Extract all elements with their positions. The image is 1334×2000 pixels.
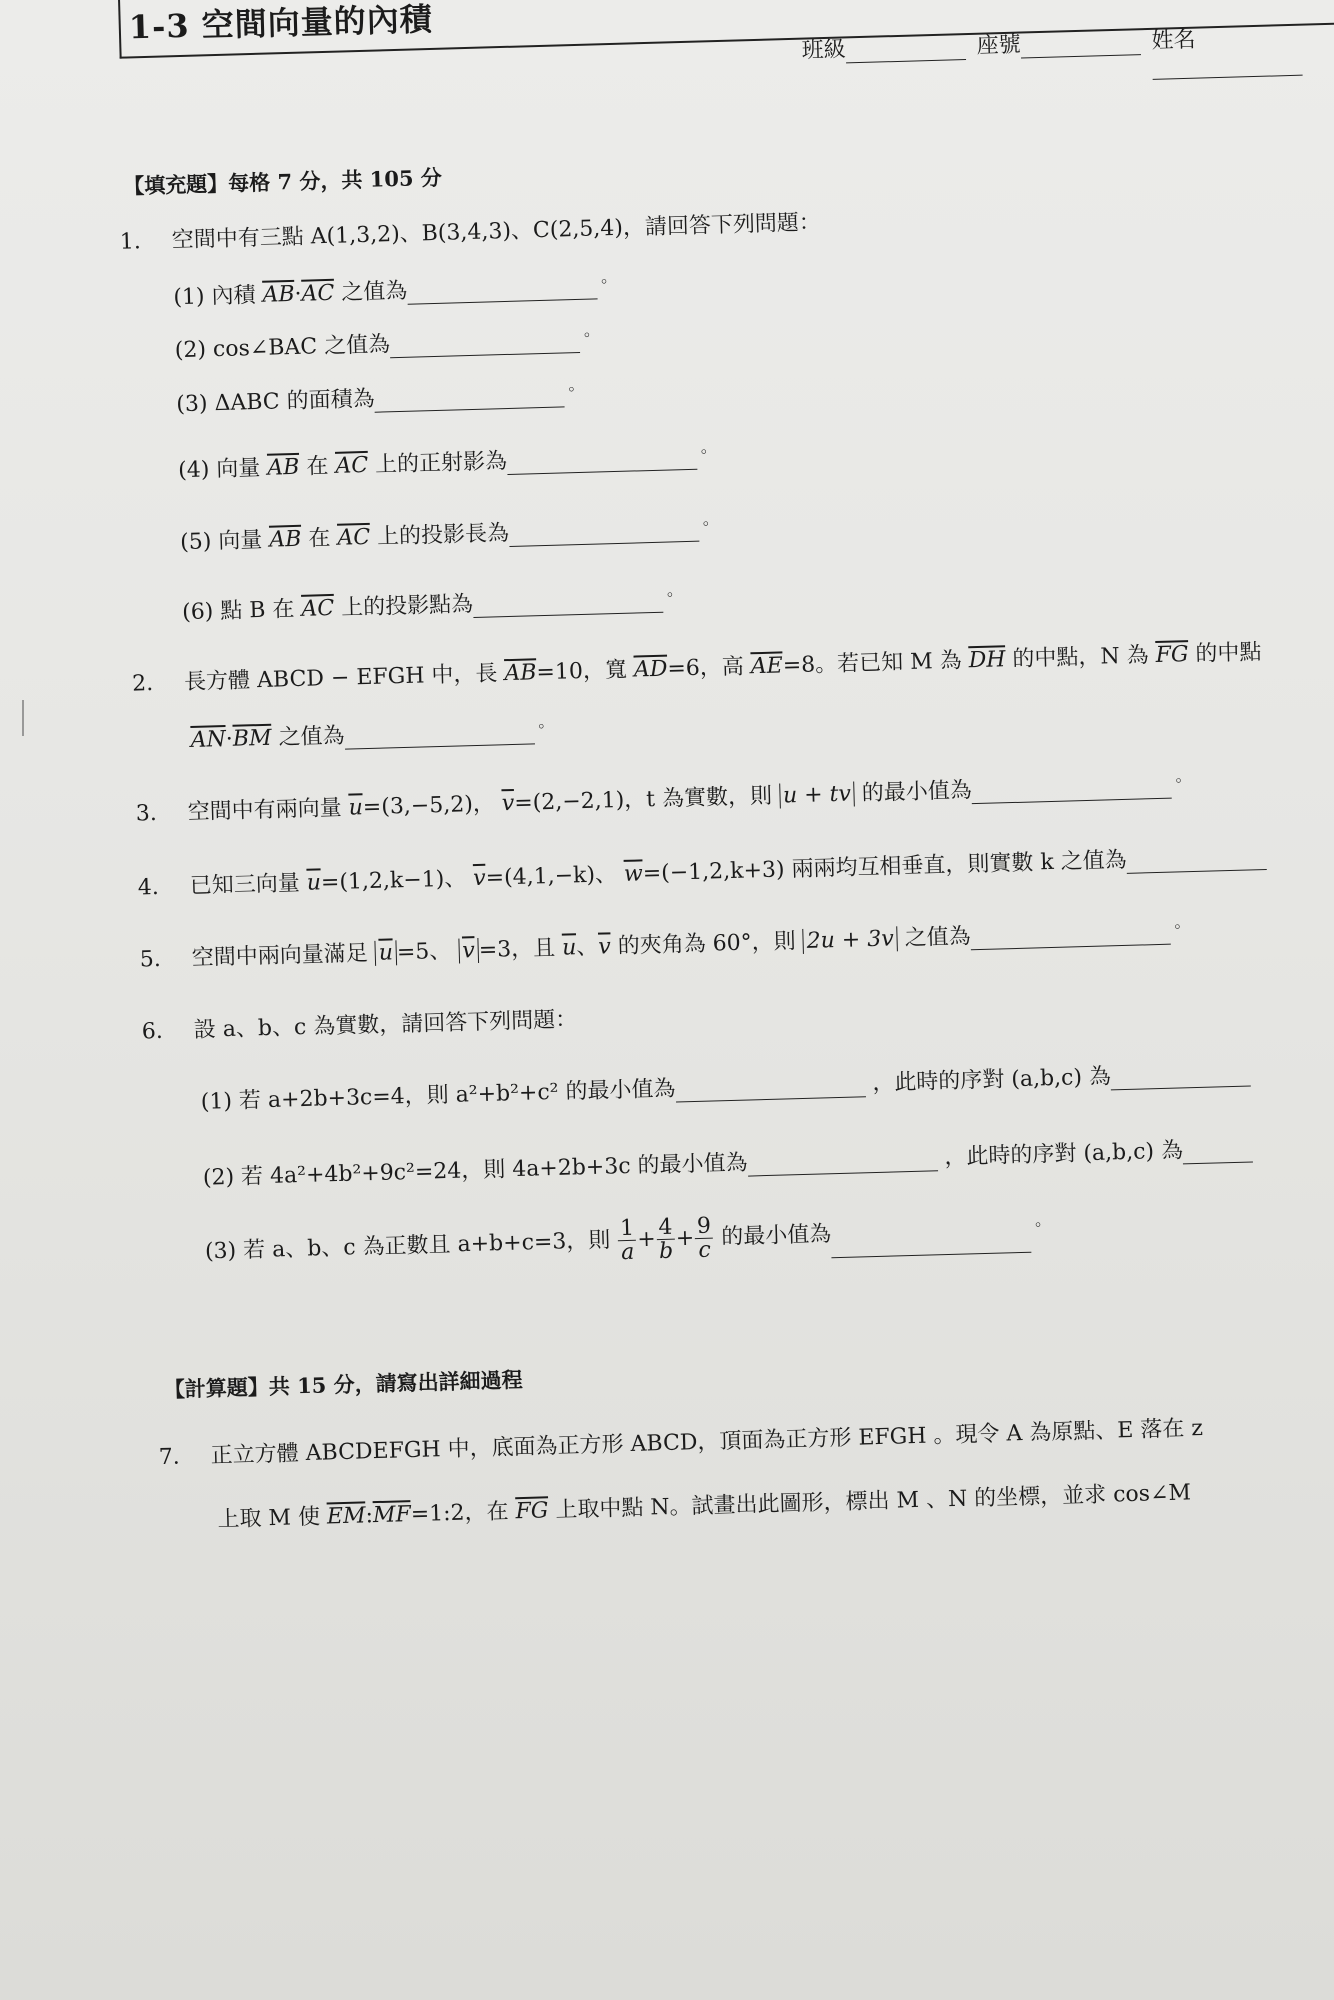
- q6-text: (3) 若 a、b、c 為正數且 a+b+c=3，則: [204, 1228, 611, 1265]
- vector-an: $\overline{AN}$: [190, 726, 227, 753]
- dot-operator: ·: [225, 726, 234, 752]
- vector-fg: $\overline{FG}$: [1155, 642, 1189, 668]
- fraction-denominator: a: [620, 1239, 635, 1266]
- answer-blank[interactable]: [1111, 1063, 1252, 1090]
- abs-u-plus-tv: u + tv: [779, 781, 856, 808]
- question-1-part-5: [180, 510, 720, 556]
- vector-ac: $\overline{AC}$: [337, 524, 371, 551]
- vector-em: $\overline{EM}$: [326, 1503, 366, 1530]
- answer-blank[interactable]: [473, 590, 664, 618]
- name-blank[interactable]: [1152, 53, 1303, 80]
- answer-blank[interactable]: [675, 1074, 866, 1102]
- fraction-denominator: b: [658, 1238, 674, 1265]
- question-1-part-3: [176, 376, 585, 418]
- part-label: (3) ΔABC: [176, 389, 281, 418]
- period: 。: [1174, 912, 1191, 932]
- question-1-part-6: [182, 581, 684, 626]
- part-mid: 在: [308, 525, 331, 552]
- name-field: [1151, 19, 1334, 80]
- question-6: [141, 1002, 577, 1045]
- fraction: [656, 1216, 675, 1264]
- vector-mf: $\overline{MF}$: [372, 1502, 412, 1529]
- answer-blank[interactable]: [507, 447, 698, 475]
- answer-blank[interactable]: [831, 1230, 1032, 1259]
- question-6-part-1: [200, 1055, 1251, 1115]
- part-label: (2) cos∠BAC: [174, 334, 318, 364]
- fraction: [695, 1215, 714, 1263]
- q4-text: =(−1,2,k+3) 兩兩均互相垂直，則實數 k 之值為: [642, 847, 1128, 887]
- part-text: 上的投影點為: [340, 592, 474, 621]
- vector-ab: $\overline{AB}$: [267, 454, 300, 481]
- part-label: (1) 內積: [173, 282, 256, 311]
- q6-stem: 設 a、b、c 為實數，請回答下列問題：: [193, 1007, 578, 1043]
- q2-text: =6，高: [667, 654, 745, 682]
- seat-field: [976, 24, 1141, 60]
- q4-text: =(4,1,−k)、: [485, 862, 618, 891]
- vector-u: $\overline{u}$: [306, 870, 322, 896]
- q7-text: 上取 M 使: [217, 1504, 321, 1533]
- part-label: (4) 向量: [177, 455, 261, 484]
- q7-text: 上取中點 N。試畫出此圖形，標出 M 、N 的坐標，並求 cos∠M: [555, 1480, 1192, 1524]
- question-number: 7.: [158, 1444, 181, 1471]
- vector-ac: $\overline{AC}$: [335, 452, 369, 479]
- question-1-part-1: [173, 268, 618, 311]
- question-6-part-3: [204, 1205, 1051, 1276]
- q5-text: =3，且: [478, 935, 556, 963]
- seat-blank[interactable]: [1020, 32, 1141, 58]
- period: 。: [1034, 1209, 1052, 1230]
- period: 。: [568, 374, 585, 395]
- vector-ab: $\overline{AB}$: [262, 281, 295, 308]
- q6-text: (1) 若 a+2b+3c=4，則 a²+b²+c² 的最小值為: [200, 1076, 676, 1115]
- period: 。: [600, 266, 618, 287]
- answer-blank[interactable]: [1126, 847, 1267, 874]
- q5-text: 空間中兩向量滿足: [191, 941, 369, 972]
- question-1-part-2: [174, 321, 600, 364]
- abs-2u-plus-3v: 2u + 3v: [802, 926, 898, 954]
- vector-u: $\overline{u}$: [561, 935, 577, 961]
- q3-text: 空間中有兩向量: [187, 795, 343, 826]
- answer-blank[interactable]: [970, 922, 1171, 951]
- question-number: 3.: [135, 800, 158, 827]
- part-text: 之值為: [323, 332, 391, 360]
- vector-w: $\overline{w}$: [623, 861, 644, 887]
- answer-blank[interactable]: [407, 276, 598, 304]
- vector-dh: $\overline{DH}$: [968, 647, 1006, 674]
- seat-label: 座號: [976, 32, 1022, 59]
- answer-blank[interactable]: [747, 1148, 938, 1176]
- question-number: 4.: [137, 874, 160, 901]
- answer-blank[interactable]: [1183, 1139, 1254, 1164]
- vector-v: $\overline{v}$: [501, 790, 515, 817]
- question-3: [135, 767, 1192, 827]
- question-4: [137, 839, 1267, 902]
- fraction-numerator: 1: [618, 1217, 637, 1242]
- question-5: 5. 空間中兩向量滿足 $\overline{u} =5$、 $\overline{v} =3$，且 $\overline{u}$、$\overline{v}$ 的夾角為 60°，則 2u + 3v 之值為。: [139, 912, 1191, 973]
- period: 。: [666, 580, 684, 600]
- q2-text: 的中點: [1195, 640, 1262, 667]
- question-number: 2.: [131, 670, 154, 697]
- vector-ab: $\overline{AB}$: [269, 526, 302, 553]
- class-label: 班級: [801, 37, 847, 64]
- question-number: 6.: [141, 1018, 164, 1045]
- dot-operator: ·: [294, 281, 302, 307]
- vector-ab: $\overline{AB}$: [504, 660, 537, 687]
- part-label: (5) 向量: [179, 527, 263, 556]
- answer-blank[interactable]: [390, 330, 581, 358]
- period: 。: [702, 509, 720, 529]
- vector-v: $\overline{v}$: [462, 938, 476, 964]
- vector-fg: $\overline{FG}$: [515, 1498, 549, 1525]
- fraction-numerator: 9: [695, 1215, 714, 1240]
- vector-bm: $\overline{BM}$: [232, 725, 272, 752]
- question-1-stem: 空間中有三點 A(1,3,2)、B(3,4,3)、C(2,5,4)，請回答下列問題：: [171, 210, 822, 254]
- question-1: [119, 205, 821, 256]
- class-field: [801, 29, 966, 65]
- answer-blank[interactable]: [972, 776, 1173, 805]
- plus-sign: +: [637, 1226, 657, 1253]
- question-6-part-2: [202, 1131, 1253, 1191]
- question-2: [132, 635, 1262, 698]
- q6-text: (2) 若 4a²+4b²+9c²=24，則 4a+2b+3c 的最小值為: [202, 1150, 748, 1191]
- class-blank[interactable]: [845, 37, 966, 63]
- vector-ac: $\overline{AC}$: [301, 595, 335, 622]
- q6-text: ，此時的序對 (a,b,c) 為: [872, 1064, 1112, 1097]
- vector-ae: $\overline{AE}$: [750, 653, 784, 680]
- q7-text: =1:2，在: [410, 1499, 509, 1528]
- q5-text: 的夾角為 60°，則: [617, 929, 797, 960]
- part-mid: 在: [306, 454, 329, 480]
- question-7-line-2: [217, 1475, 1191, 1533]
- q3-text: =(3,−5,2)，: [362, 791, 496, 821]
- period: 。: [537, 711, 555, 732]
- q6-text: 的最小值為: [720, 1221, 832, 1250]
- section-fill-in-heading: 【填充題】每格 7 分，共 105 分: [122, 164, 443, 199]
- fraction-numerator: 4: [656, 1216, 675, 1241]
- q4-text: =(1,2,k−1)、: [320, 866, 467, 896]
- plus-sign: +: [675, 1225, 695, 1252]
- q4-text: 已知三向量: [189, 870, 301, 900]
- answer-blank[interactable]: [374, 384, 565, 412]
- fraction-denominator: c: [698, 1237, 712, 1264]
- q5-text: =5、: [396, 938, 452, 966]
- q2-text: 之值為: [278, 723, 345, 751]
- question-number: 1.: [119, 229, 142, 255]
- question-7: [158, 1411, 1203, 1471]
- answer-blank[interactable]: [344, 721, 535, 749]
- vector-ac: $\overline{AC}$: [301, 280, 335, 307]
- vector-u: $\overline{u}$: [348, 795, 364, 821]
- name-label: 姓名: [1151, 27, 1196, 54]
- part-text: 的面積為: [286, 386, 376, 415]
- part-text: 上的投影長為: [376, 520, 510, 550]
- question-1-part-4: [178, 438, 718, 484]
- period: 。: [1175, 766, 1192, 786]
- page-title: 1-3 空間向量的內積: [128, 0, 434, 47]
- section-calculation-heading: 【計算題】共 15 分，請寫出詳細過程: [163, 1366, 523, 1402]
- answer-blank[interactable]: [509, 519, 700, 547]
- q6-text: ，此時的序對 (a,b,c) 為: [944, 1138, 1184, 1171]
- colon: :: [365, 1503, 374, 1529]
- q7-text: 正立方體 ABCDEFGH 中，底面為正方形 ABCD，頂面為正方形 EFGH 。現令 A 為原點、E 落在 z: [210, 1415, 1204, 1469]
- part-label: (6) 點 B 在: [181, 597, 295, 626]
- vector-v: $\overline{v}$: [598, 934, 612, 960]
- q2-text: 的中點，N 為: [1012, 643, 1149, 672]
- q3-text: 的最小值為: [861, 778, 973, 807]
- q2-text: =10，寬: [536, 657, 628, 686]
- fraction: [618, 1217, 637, 1265]
- period: 。: [583, 320, 601, 340]
- period: 。: [700, 437, 718, 457]
- q3-text: =(2,−2,1)，t 為實數，則: [513, 783, 773, 816]
- part-text: 之值為: [340, 278, 408, 306]
- q2-text: =8。若已知 M 為: [782, 648, 962, 679]
- vector-ad: $\overline{AD}$: [633, 656, 668, 683]
- q5-text: 之值為: [904, 924, 972, 952]
- question-2-line-2: [190, 713, 555, 754]
- vector-v: $\overline{v}$: [472, 865, 487, 892]
- question-number: 5.: [139, 946, 162, 973]
- part-text: 上的正射影為: [374, 449, 508, 478]
- vector-u: $\overline{u}$: [378, 940, 394, 966]
- q2-text: 長方體 ABCD − EFGH 中，長: [183, 661, 498, 696]
